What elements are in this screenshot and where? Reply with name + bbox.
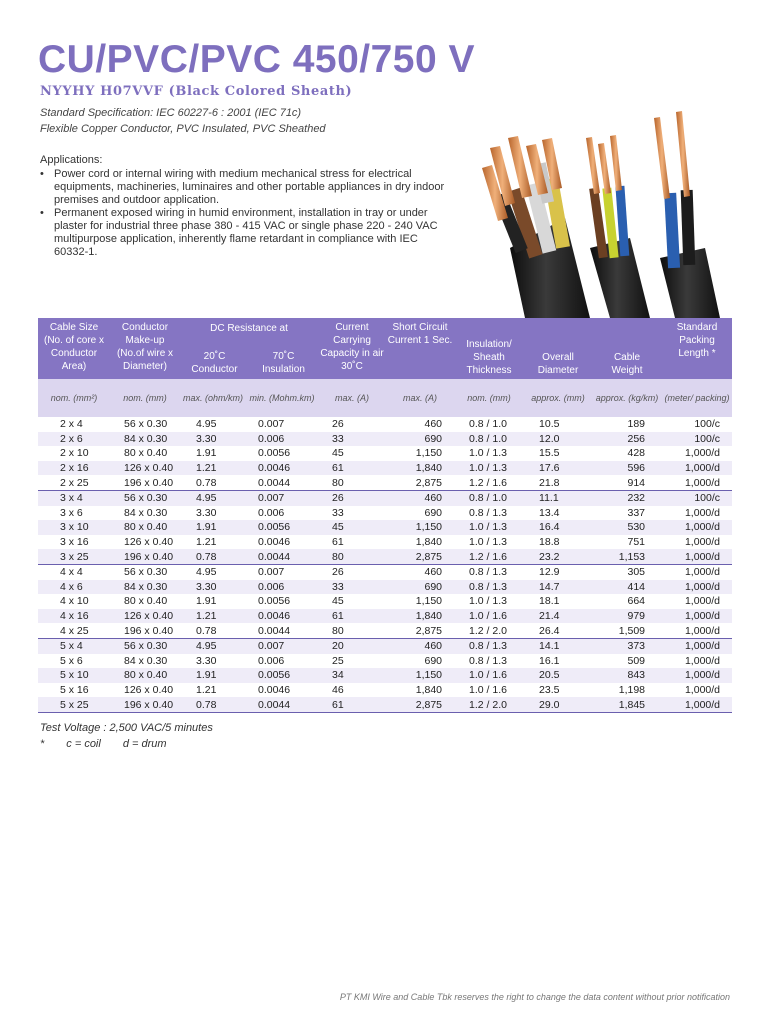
conductor-cell: 56 x 0.30 bbox=[110, 564, 180, 579]
cable-size-cell: 4 x 10 bbox=[60, 595, 89, 608]
current-cell: 80 bbox=[332, 624, 344, 637]
applications-list bbox=[40, 168, 450, 259]
cable-size-cell: 3 x 16 bbox=[60, 536, 89, 549]
short-circuit-cell: 1,840 bbox=[415, 683, 443, 696]
table-row bbox=[38, 683, 732, 698]
two-core-cable bbox=[654, 111, 720, 318]
conductor-cell: 56 x 0.30 bbox=[124, 418, 168, 431]
cable-size-cell: 5 x 10 bbox=[38, 668, 110, 683]
table-row bbox=[38, 506, 732, 521]
insulation-cell: 1.2 / 2.0 bbox=[454, 697, 524, 712]
packing-cell: 1,000/d bbox=[662, 668, 732, 683]
diameter-cell: 23.2 bbox=[524, 549, 592, 564]
conductor-cell: 196 x 0.40 bbox=[124, 624, 174, 637]
short-circuit-cell: 690 bbox=[386, 580, 454, 595]
dc-20-cell: 3.30 bbox=[196, 506, 217, 519]
weight-cell: 337 bbox=[627, 506, 646, 519]
unit-cell: approx. (kg/km) bbox=[592, 379, 662, 417]
packing-cell: 100/c bbox=[694, 418, 721, 431]
dc-70-cell: 0.0044 bbox=[246, 549, 318, 564]
cable-size-cell: 5 x 25 bbox=[38, 697, 110, 712]
packing-cell: 1,000/d bbox=[662, 697, 732, 712]
diameter-cell: 18.8 bbox=[539, 536, 560, 549]
specification-table bbox=[38, 318, 732, 713]
cable-size-cell: 2 x 4 bbox=[60, 418, 83, 431]
packing-coil-note: c = coil bbox=[66, 738, 101, 750]
unit-cell: max. (A) bbox=[318, 379, 386, 417]
unit-cell: (meter/ packing) bbox=[662, 379, 732, 417]
dc-20-cell: 1.91 bbox=[180, 520, 246, 535]
conductor-cell: 126 x 0.40 bbox=[124, 536, 174, 549]
table-row bbox=[38, 594, 732, 609]
diameter-cell: 29.0 bbox=[524, 697, 592, 712]
short-circuit-cell: 690 bbox=[424, 506, 443, 519]
conductor-cell: 84 x 0.30 bbox=[110, 432, 180, 447]
diameter-cell: 16.1 bbox=[539, 654, 560, 667]
list-item bbox=[40, 168, 450, 207]
current-cell: 61 bbox=[318, 461, 386, 476]
packing-marker: * bbox=[40, 738, 45, 750]
current-cell: 33 bbox=[332, 506, 344, 519]
diameter-cell: 21.4 bbox=[524, 609, 592, 624]
dc-20-cell: 4.95 bbox=[180, 638, 246, 653]
header-dc-resistance-group bbox=[180, 318, 318, 379]
current-cell: 26 bbox=[318, 564, 386, 579]
packing-cell: 1,000/d bbox=[684, 683, 721, 696]
table-row bbox=[38, 475, 732, 490]
conductor-cell: 126 x 0.40 bbox=[110, 461, 180, 476]
insulation-cell: 1.0 / 1.6 bbox=[454, 668, 524, 683]
applications-heading: Applications: bbox=[40, 154, 103, 166]
unit-cell: nom. (mm) bbox=[110, 379, 180, 417]
dc-70-cell: 0.0056 bbox=[246, 668, 318, 683]
short-circuit-cell: 460 bbox=[386, 564, 454, 579]
weight-cell: 189 bbox=[627, 418, 646, 431]
header-packing: Standard Packing Length * bbox=[662, 318, 732, 379]
dc-20-cell: 3.30 bbox=[196, 654, 217, 667]
dc-20-cell: 4.95 bbox=[180, 490, 246, 505]
short-circuit-cell: 1,150 bbox=[386, 668, 454, 683]
packing-cell: 1,000/d bbox=[662, 520, 732, 535]
current-cell: 61 bbox=[332, 536, 344, 549]
table-row bbox=[38, 564, 732, 579]
current-cell: 61 bbox=[318, 697, 386, 712]
header-short-circuit: Short Circuit Current 1 Sec. bbox=[386, 318, 454, 379]
conductor-cell: 196 x 0.40 bbox=[110, 549, 180, 564]
current-cell: 25 bbox=[332, 654, 344, 667]
packing-cell: 1,000/d bbox=[662, 609, 732, 624]
short-circuit-cell: 2,875 bbox=[415, 476, 443, 489]
short-circuit-cell: 2,875 bbox=[386, 549, 454, 564]
dc-70-cell: 0.006 bbox=[246, 580, 318, 595]
dc-70-cell: 0.006 bbox=[246, 432, 318, 447]
current-cell: 20 bbox=[318, 638, 386, 653]
diameter-cell: 12.0 bbox=[524, 432, 592, 447]
header-weight: Cable Weight bbox=[592, 318, 662, 379]
insulation-cell: 1.2 / 2.0 bbox=[469, 624, 507, 637]
cable-size-cell: 3 x 25 bbox=[38, 549, 110, 564]
weight-cell: 305 bbox=[592, 564, 662, 579]
header-cable-size: Cable Size (No. of core x Conductor Area) bbox=[38, 318, 110, 379]
cable-size-cell: 4 x 6 bbox=[38, 580, 110, 595]
current-cell: 80 bbox=[318, 549, 386, 564]
table-body bbox=[38, 379, 732, 712]
packing-legend bbox=[40, 738, 167, 750]
dc-20-cell: 1.91 bbox=[196, 595, 217, 608]
short-circuit-cell: 460 bbox=[386, 490, 454, 505]
conductor-cell: 80 x 0.40 bbox=[110, 520, 180, 535]
short-circuit-cell: 1,840 bbox=[415, 536, 443, 549]
dc-70-cell: 0.0046 bbox=[246, 609, 318, 624]
table-row bbox=[38, 490, 732, 505]
page-title: CU/PVC/PVC 450/750 V bbox=[38, 38, 476, 81]
table-header-row bbox=[38, 318, 732, 379]
unit-cell: min. (Mohm.km) bbox=[246, 379, 318, 417]
weight-cell: 530 bbox=[592, 520, 662, 535]
packing-cell: 1,000/d bbox=[684, 506, 721, 519]
dc-70-cell: 0.007 bbox=[258, 418, 285, 431]
current-cell: 26 bbox=[332, 418, 344, 431]
weight-cell: 232 bbox=[592, 490, 662, 505]
short-circuit-cell: 460 bbox=[424, 418, 443, 431]
weight-cell: 428 bbox=[627, 447, 646, 460]
diameter-cell: 15.5 bbox=[539, 447, 560, 460]
table-row bbox=[38, 549, 732, 564]
cable-size-cell: 4 x 16 bbox=[38, 609, 110, 624]
conductor-cell: 126 x 0.40 bbox=[124, 683, 174, 696]
applications-section bbox=[40, 154, 450, 259]
table-row bbox=[38, 623, 732, 638]
insulation-cell: 1.2 / 1.6 bbox=[454, 549, 524, 564]
dc-70-cell: 0.006 bbox=[258, 506, 285, 519]
conductor-cell: 196 x 0.40 bbox=[124, 476, 174, 489]
short-circuit-cell: 460 bbox=[386, 638, 454, 653]
diameter-cell: 14.7 bbox=[524, 580, 592, 595]
diameter-cell: 18.1 bbox=[539, 595, 560, 608]
dc-70-cell: 0.0046 bbox=[258, 683, 291, 696]
conductor-cell: 80 x 0.40 bbox=[124, 447, 168, 460]
cable-size-cell: 5 x 6 bbox=[60, 654, 83, 667]
current-cell: 33 bbox=[318, 580, 386, 595]
header-dc-70: 70˚C Insulation bbox=[262, 351, 305, 375]
cable-size-cell: 2 x 6 bbox=[38, 432, 110, 447]
dc-70-cell: 0.0046 bbox=[258, 536, 291, 549]
unit-cell: nom. (mm²) bbox=[38, 379, 110, 417]
dc-20-cell: 0.78 bbox=[180, 697, 246, 712]
insulation-cell: 0.8 / 1.0 bbox=[454, 490, 524, 505]
dc-20-cell: 0.78 bbox=[196, 624, 217, 637]
table-row bbox=[38, 461, 732, 476]
cable-size-cell: 3 x 10 bbox=[38, 520, 110, 535]
standard-specification: Standard Specification: IEC 60227-6 : 2001 (IEC 71c) bbox=[40, 107, 302, 119]
packing-cell: 1,000/d bbox=[662, 549, 732, 564]
diameter-cell: 21.8 bbox=[539, 476, 560, 489]
diameter-cell: 26.4 bbox=[539, 624, 560, 637]
dc-70-cell: 0.007 bbox=[246, 490, 318, 505]
current-cell: 46 bbox=[332, 683, 344, 696]
table-row bbox=[38, 580, 732, 595]
cable-size-cell: 5 x 4 bbox=[38, 638, 110, 653]
insulation-cell: 1.0 / 1.3 bbox=[469, 536, 507, 549]
table-row bbox=[38, 417, 732, 432]
dc-70-cell: 0.0046 bbox=[246, 461, 318, 476]
cable-size-cell: 3 x 6 bbox=[60, 506, 83, 519]
diameter-cell: 11.1 bbox=[524, 490, 592, 505]
insulation-cell: 1.0 / 1.3 bbox=[454, 461, 524, 476]
packing-cell: 1,000/d bbox=[662, 564, 732, 579]
current-cell: 34 bbox=[318, 668, 386, 683]
short-circuit-cell: 2,875 bbox=[386, 697, 454, 712]
cable-size-cell: 3 x 4 bbox=[38, 490, 110, 505]
cable-size-cell: 2 x 25 bbox=[60, 476, 89, 489]
conductor-cell: 56 x 0.30 bbox=[110, 490, 180, 505]
header-insulation: Insulation/ Sheath Thickness bbox=[454, 318, 524, 379]
insulation-cell: 1.0 / 1.6 bbox=[454, 609, 524, 624]
weight-cell: 1,153 bbox=[592, 549, 662, 564]
packing-cell: 100/c bbox=[662, 432, 732, 447]
dc-70-cell: 0.0056 bbox=[258, 447, 291, 460]
current-cell: 80 bbox=[332, 476, 344, 489]
weight-cell: 373 bbox=[592, 638, 662, 653]
conductor-cell: 126 x 0.40 bbox=[110, 609, 180, 624]
table-row bbox=[38, 668, 732, 683]
header-diameter: Overall Diameter bbox=[524, 318, 592, 379]
dc-70-cell: 0.0044 bbox=[258, 624, 291, 637]
conductor-cell: 84 x 0.30 bbox=[124, 506, 168, 519]
dc-20-cell: 3.30 bbox=[180, 580, 246, 595]
unit-cell: nom. (mm) bbox=[454, 379, 524, 417]
dc-20-cell: 1.91 bbox=[196, 447, 217, 460]
weight-cell: 979 bbox=[592, 609, 662, 624]
weight-cell: 596 bbox=[592, 461, 662, 476]
dc-20-cell: 0.78 bbox=[180, 549, 246, 564]
packing-cell: 1,000/d bbox=[684, 447, 721, 460]
insulation-cell: 1.0 / 1.3 bbox=[454, 520, 524, 535]
test-voltage-note: Test Voltage : 2,500 VAC/5 minutes bbox=[40, 722, 213, 734]
insulation-cell: 0.8 / 1.3 bbox=[454, 638, 524, 653]
insulation-cell: 0.8 / 1.3 bbox=[454, 580, 524, 595]
three-core-cable bbox=[586, 135, 650, 318]
insulation-cell: 0.8 / 1.0 bbox=[454, 432, 524, 447]
dc-20-cell: 1.21 bbox=[180, 609, 246, 624]
weight-cell: 256 bbox=[592, 432, 662, 447]
dc-70-cell: 0.007 bbox=[246, 564, 318, 579]
dc-20-cell: 1.21 bbox=[180, 461, 246, 476]
current-cell: 33 bbox=[318, 432, 386, 447]
header-conductor: Conductor Make-up (No.of wire x Diameter) bbox=[110, 318, 180, 379]
dc-20-cell: 3.30 bbox=[180, 432, 246, 447]
packing-cell: 1,000/d bbox=[662, 638, 732, 653]
weight-cell: 843 bbox=[592, 668, 662, 683]
header-dc-resistance: DC Resistance at bbox=[210, 323, 288, 334]
dc-20-cell: 1.91 bbox=[180, 668, 246, 683]
dc-70-cell: 0.0056 bbox=[258, 595, 291, 608]
insulation-cell: 1.0 / 1.6 bbox=[469, 683, 507, 696]
conductor-cell: 84 x 0.30 bbox=[124, 654, 168, 667]
application-text: Power cord or internal wiring with medium mechanical stress for electrical equipments, machineries, luminaires and other portable appliances in dry indoor premises and outdoor application. bbox=[54, 168, 445, 206]
short-circuit-cell: 690 bbox=[386, 432, 454, 447]
list-item bbox=[40, 207, 450, 259]
packing-drum-note: d = drum bbox=[122, 738, 167, 750]
weight-cell: 1,845 bbox=[592, 697, 662, 712]
five-core-cable bbox=[482, 136, 590, 318]
conductor-cell: 84 x 0.30 bbox=[110, 580, 180, 595]
weight-cell: 1,198 bbox=[618, 683, 646, 696]
insulation-cell: 1.0 / 1.3 bbox=[469, 447, 507, 460]
table-row bbox=[38, 609, 732, 624]
short-circuit-cell: 690 bbox=[424, 654, 443, 667]
current-cell: 26 bbox=[318, 490, 386, 505]
weight-cell: 509 bbox=[627, 654, 646, 667]
dc-20-cell: 4.95 bbox=[196, 418, 217, 431]
dc-70-cell: 0.0056 bbox=[246, 520, 318, 535]
dc-20-cell: 0.78 bbox=[196, 476, 217, 489]
packing-cell: 1,000/d bbox=[662, 580, 732, 595]
dc-20-cell: 1.21 bbox=[196, 536, 217, 549]
unit-cell: max. (A) bbox=[386, 379, 454, 417]
cable-size-cell: 2 x 10 bbox=[60, 447, 89, 460]
insulation-cell: 0.8 / 1.0 bbox=[469, 418, 507, 431]
bullet-icon: • bbox=[40, 207, 44, 219]
unit-cell: max. (ohm/km) bbox=[180, 379, 246, 417]
table-row bbox=[38, 520, 732, 535]
packing-cell: 1,000/d bbox=[684, 476, 721, 489]
weight-cell: 914 bbox=[627, 476, 646, 489]
diameter-cell: 17.6 bbox=[524, 461, 592, 476]
diameter-cell: 20.5 bbox=[524, 668, 592, 683]
packing-cell: 1,000/d bbox=[684, 595, 721, 608]
insulation-cell: 1.2 / 1.6 bbox=[469, 476, 507, 489]
short-circuit-cell: 1,150 bbox=[415, 595, 443, 608]
packing-cell: 1,000/d bbox=[684, 654, 721, 667]
weight-cell: 751 bbox=[627, 536, 646, 549]
dc-70-cell: 0.0044 bbox=[246, 697, 318, 712]
cable-size-cell: 5 x 16 bbox=[60, 683, 89, 696]
conductor-cell: 80 x 0.40 bbox=[124, 595, 168, 608]
cable-size-cell: 4 x 4 bbox=[38, 564, 110, 579]
insulation-cell: 0.8 / 1.3 bbox=[454, 564, 524, 579]
insulation-cell: 1.0 / 1.3 bbox=[469, 595, 507, 608]
product-subtitle: NYYHY H07VVF (Black Colored Sheath) bbox=[40, 84, 353, 99]
diameter-cell: 23.5 bbox=[539, 683, 560, 696]
unit-cell: approx. (mm) bbox=[524, 379, 592, 417]
short-circuit-cell: 1,150 bbox=[415, 447, 443, 460]
weight-cell: 1,509 bbox=[618, 624, 646, 637]
short-circuit-cell: 1,840 bbox=[386, 609, 454, 624]
dc-20-cell: 4.95 bbox=[180, 564, 246, 579]
header-dc-20: 20˚C Conductor bbox=[191, 351, 238, 375]
current-cell: 45 bbox=[332, 595, 344, 608]
application-text: Permanent exposed wiring in humid environment, installation in tray or under plaster for industrial three phase 380 - 415 VAC or single phase 220 - 240 VAC multipurpose application, inherently flame retardant in compliance with IEC 60332-1. bbox=[54, 207, 438, 258]
cable-photo bbox=[470, 108, 740, 318]
conductor-cell: 56 x 0.30 bbox=[110, 638, 180, 653]
diameter-cell: 14.1 bbox=[524, 638, 592, 653]
short-circuit-cell: 2,875 bbox=[415, 624, 443, 637]
conductor-cell: 196 x 0.40 bbox=[110, 697, 180, 712]
table-row bbox=[38, 535, 732, 550]
weight-cell: 414 bbox=[592, 580, 662, 595]
current-cell: 61 bbox=[318, 609, 386, 624]
table-row bbox=[38, 654, 732, 669]
dc-70-cell: 0.0044 bbox=[258, 476, 291, 489]
table-row bbox=[38, 697, 732, 712]
table-row bbox=[38, 432, 732, 447]
dc-20-cell: 1.21 bbox=[196, 683, 217, 696]
dc-70-cell: 0.006 bbox=[258, 654, 285, 667]
footer-disclaimer: PT KMI Wire and Cable Tbk reserves the right to change the data content without prior notification bbox=[339, 992, 730, 1002]
packing-cell: 1,000/d bbox=[662, 461, 732, 476]
current-cell: 45 bbox=[318, 520, 386, 535]
diameter-cell: 16.4 bbox=[524, 520, 592, 535]
insulation-cell: 0.8 / 1.3 bbox=[469, 506, 507, 519]
units-row bbox=[38, 379, 732, 417]
short-circuit-cell: 1,840 bbox=[386, 461, 454, 476]
cable-size-cell: 2 x 16 bbox=[38, 461, 110, 476]
diameter-cell: 13.4 bbox=[539, 506, 560, 519]
short-circuit-cell: 1,150 bbox=[386, 520, 454, 535]
diameter-cell: 12.9 bbox=[524, 564, 592, 579]
conductor-cell: 80 x 0.40 bbox=[110, 668, 180, 683]
header-current: Current Carrying Capacity in air 30˚C bbox=[318, 318, 386, 379]
table-row bbox=[38, 446, 732, 461]
cable-size-cell: 4 x 25 bbox=[60, 624, 89, 637]
product-description: Flexible Copper Conductor, PVC Insulated, PVC Sheathed bbox=[40, 123, 326, 135]
diameter-cell: 10.5 bbox=[539, 418, 560, 431]
table-row bbox=[38, 638, 732, 653]
weight-cell: 664 bbox=[627, 595, 646, 608]
bullet-icon: • bbox=[40, 168, 44, 180]
insulation-cell: 0.8 / 1.3 bbox=[469, 654, 507, 667]
packing-cell: 1,000/d bbox=[684, 624, 721, 637]
current-cell: 45 bbox=[332, 447, 344, 460]
packing-cell: 100/c bbox=[662, 490, 732, 505]
packing-cell: 1,000/d bbox=[684, 536, 721, 549]
dc-70-cell: 0.007 bbox=[246, 638, 318, 653]
